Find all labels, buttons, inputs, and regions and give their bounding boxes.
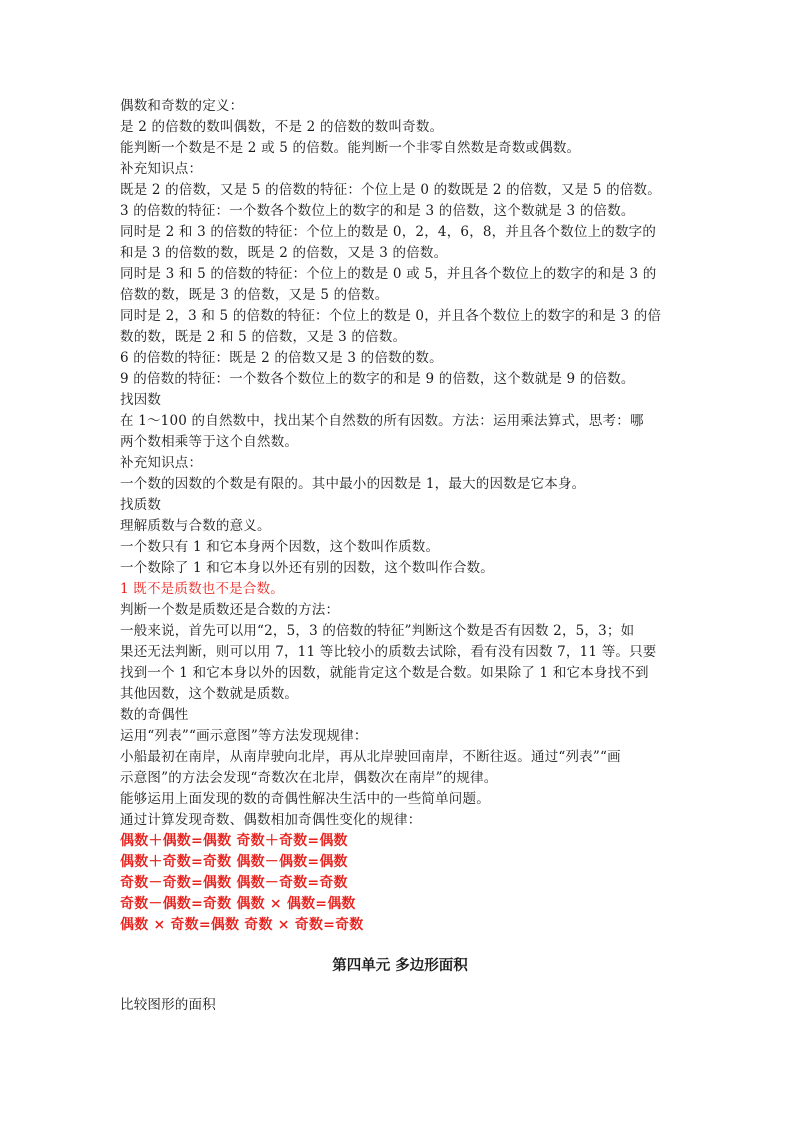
text-line: 一个数除了 1 和它本身以外还有别的因数，这个数叫作合数。: [120, 560, 494, 576]
text-line: 一般来说，首先可以用“2，5，3 的倍数的特征”判断这个数是否有因数 2，5，3；如: [120, 623, 635, 639]
text-line: 补充知识点：: [120, 161, 203, 177]
text-line: 能够运用上面发现的数的奇偶性解决生活中的一些简单问题。: [120, 791, 490, 807]
parity-rules: [120, 831, 680, 936]
parity-rule: 偶数＋偶数=偶数 奇数＋奇数=偶数: [120, 833, 348, 849]
text-line: 同时是 3 和 5 的倍数的特征：个位上的数是 0 或 5，并且各个数位上的数字的和是 3 的: [120, 266, 657, 282]
text-line: 补充知识点：: [120, 455, 203, 471]
text-line: 两个数相乘等于这个自然数。: [120, 434, 299, 450]
text-line: 数的奇偶性: [120, 707, 189, 723]
parity-rule: 奇数－偶数=奇数 偶数 × 偶数=偶数: [120, 896, 356, 912]
text-line: 倍数的数，既是 3 的倍数，又是 5 的倍数。: [120, 287, 389, 303]
last-line: 比较图形的面积: [120, 997, 216, 1013]
text-line: 找质数: [120, 497, 162, 513]
text-line: 果还无法判断，则可以用 7，11 等比较小的质数去试除，看有没有因数 7，11 等。只要: [120, 644, 657, 660]
text-line: 一个数的因数的个数是有限的。其中最小的因数是 1，最大的因数是它本身。: [120, 476, 586, 492]
text-line: 能判断一个数是不是 2 或 5 的倍数。能判断一个非零自然数是奇数或偶数。: [120, 140, 581, 156]
text-line: 9 的倍数的特征：一个数各个数位上的数字的和是 9 的倍数，这个数就是 9 的倍数。: [120, 371, 635, 387]
text-line: 同时是 2，3 和 5 的倍数的特征：个位上的数是 0，并且各个数位上的数字的和是 3 的倍: [120, 308, 662, 324]
text-line: 找到一个 1 和它本身以外的因数，就能肯定这个数是合数。如果除了 1 和它本身找不到: [120, 665, 649, 681]
text-line: 在 1～100 的自然数中，找出某个自然数的所有因数。方法：运用乘法算式，思考：哪: [120, 413, 644, 429]
text-line: 6 的倍数的特征：既是 2 的倍数又是 3 的倍数的数。: [120, 350, 443, 366]
red-note: 1 既不是质数也不是合数。: [120, 581, 284, 597]
text-line: 既是 2 的倍数，又是 5 的倍数的特征：个位上是 0 的数既是 2 的倍数，又是 5 的倍数。: [120, 182, 661, 198]
text-line: 偶数和奇数的定义：: [120, 98, 244, 114]
parity-rule: 奇数－奇数=偶数 偶数－奇数=奇数: [120, 875, 348, 891]
document-page: [120, 96, 680, 1016]
text-line: 3 的倍数的特征：一个数各个数位上的数字的和是 3 的倍数，这个数就是 3 的倍数。: [120, 203, 635, 219]
text-line: 示意图”的方法会发现“奇数次在北岸，偶数次在南岸”的规律。: [120, 770, 498, 786]
text-line: 其他因数，这个数就是质数。: [120, 686, 299, 702]
text-line: 和是 3 的倍数的数，既是 2 的倍数，又是 3 的倍数。: [120, 245, 448, 261]
text-line: 判断一个数是质数还是合数的方法：: [120, 602, 340, 618]
text-line: 同时是 2 和 3 的倍数的特征：个位上的数是 0，2，4，6，8，并且各个数位上的数字的: [120, 224, 657, 240]
text-line: 通过计算发现奇数、偶数相加奇偶性变化的规律：: [120, 812, 422, 828]
text-line: 是 2 的倍数的数叫偶数，不是 2 的倍数的数叫奇数。: [120, 119, 444, 135]
section-title: 第四单元 多边形面积: [332, 957, 468, 974]
parity-rule: 偶数＋奇数=奇数 偶数－偶数=偶数: [120, 854, 348, 870]
text-line: 数的数，既是 2 和 5 的倍数，又是 3 的倍数。: [120, 329, 407, 345]
text-block-factors: [120, 96, 680, 579]
text-line: 小船最初在南岸，从南岸驶向北岸，再从北岸驶回南岸，不断往返。通过“列表”“画: [120, 749, 621, 765]
text-block-parity: [120, 600, 680, 831]
text-line: 理解质数与合数的意义。: [120, 518, 271, 534]
text-line: 运用“列表”“画示意图”等方法发现规律：: [120, 728, 368, 744]
parity-rule: 偶数 × 奇数=偶数 奇数 × 奇数=奇数: [120, 917, 364, 933]
text-line: 一个数只有 1 和它本身两个因数，这个数叫作质数。: [120, 539, 440, 555]
text-line: 找因数: [120, 392, 162, 408]
